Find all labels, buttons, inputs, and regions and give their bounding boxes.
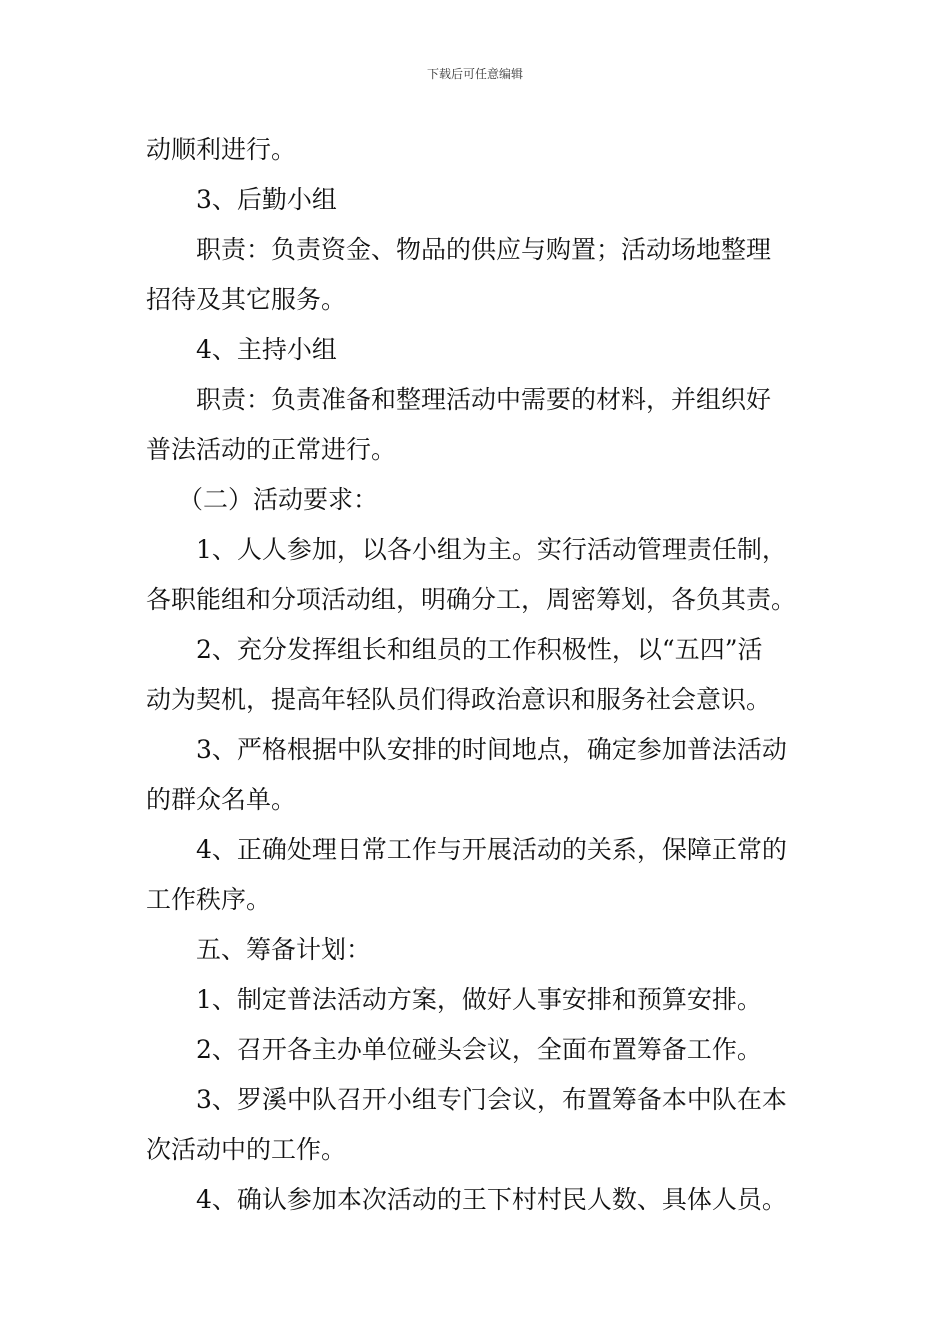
text-line: 职责：负责准备和整理活动中需要的材料，并组织好 xyxy=(196,385,772,414)
text-line: 3、罗溪中队召开小组专门会议，布置筹备本中队在本 xyxy=(196,1085,787,1114)
text-line: 2、召开各主办单位碰头会议，全面布置筹备工作。 xyxy=(196,1035,762,1064)
text-line: 次活动中的工作。 xyxy=(146,1135,347,1164)
text-line: 1、人人参加，以各小组为主。实行活动管理责任制， xyxy=(196,535,787,564)
text-line: 动顺利进行。 xyxy=(146,135,297,164)
download-edit-note: 下载后可任意编辑 xyxy=(426,67,523,81)
text-line: 1、制定普法活动方案，做好人事安排和预算安排。 xyxy=(196,985,762,1014)
text-line: 工作秩序。 xyxy=(146,885,272,914)
text-line: 职责：负责资金、物品的供应与购置；活动场地整理 xyxy=(196,235,772,264)
text-line: 4、确认参加本次活动的王下村村民人数、具体人员。 xyxy=(196,1185,787,1214)
text-line: 普法活动的正常进行。 xyxy=(146,435,397,464)
text-line: 2、充分发挥组长和组员的工作积极性，以“五四”活 xyxy=(196,635,763,664)
section-heading: 4、主持小组 xyxy=(196,335,337,364)
section-heading: 五、筹备计划： xyxy=(196,935,372,964)
text-line: 招待及其它服务。 xyxy=(146,285,347,314)
text-line: 的群众名单。 xyxy=(146,785,297,814)
text-line: 3、严格根据中队安排的时间地点，确定参加普法活动 xyxy=(196,735,787,764)
text-line: 各职能组和分项活动组，明确分工，周密筹划，各负其责。 xyxy=(146,585,797,614)
text-line: 动为契机，提高年轻队员们得政治意识和服务社会意识。 xyxy=(146,685,772,714)
section-heading: 3、后勤小组 xyxy=(196,185,337,214)
text-line: 4、正确处理日常工作与开展活动的关系，保障正常的 xyxy=(196,835,787,864)
section-heading: （二）活动要求： xyxy=(178,485,379,514)
